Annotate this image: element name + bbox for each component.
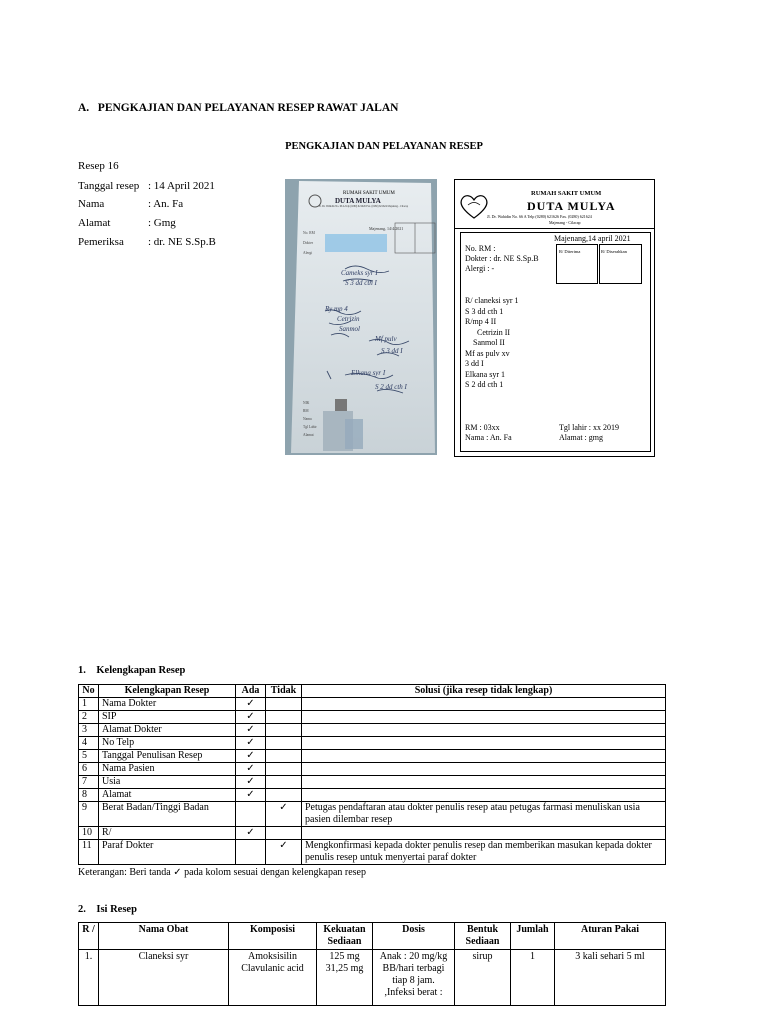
info-value: : 14 April 2021 xyxy=(148,180,215,192)
cell-tidak: ✓ xyxy=(266,840,302,865)
cell-tidak xyxy=(266,711,302,724)
cell-no: 3 xyxy=(79,724,99,737)
cell-nama-obat: Claneksi syr xyxy=(99,950,229,1006)
cell-bentuk: sirup xyxy=(455,950,511,1006)
info-row-alamat xyxy=(78,217,176,229)
cell-ada xyxy=(236,802,266,827)
section2-title: 2. Isi Resep xyxy=(78,904,137,915)
cell-solusi xyxy=(302,750,666,763)
photo-hw-2: S 3 dd cth I xyxy=(345,279,377,287)
info-row-nama xyxy=(78,198,183,210)
cell-item: R/ xyxy=(99,827,236,840)
info-value: : Gmg xyxy=(148,217,176,229)
isi-resep-table xyxy=(78,922,666,1006)
photo-label-alergi: Alergi xyxy=(303,251,313,255)
cell-solusi xyxy=(302,724,666,737)
info-label: Nama xyxy=(78,198,105,210)
form-divider xyxy=(455,228,654,229)
section1-title: 1. Kelengkapan Resep xyxy=(78,665,186,676)
rx-line: Elkana syr 1 xyxy=(465,369,505,379)
info-value: : dr. NE S.Sp.B xyxy=(148,236,216,248)
form-hospital-name: DUTA MULYA xyxy=(527,199,616,213)
photo-paper xyxy=(285,179,437,455)
box-diserahkan-label: R/ Diserahkan xyxy=(601,249,627,254)
form-hospital-small: RUMAH SAKIT UMUM xyxy=(531,190,602,197)
photo-footer-nama: Nama xyxy=(303,417,312,421)
cell-tidak xyxy=(266,827,302,840)
col-header: Jumlah xyxy=(511,923,555,950)
rx-line: S 3 dd cth 1 xyxy=(465,306,504,316)
table-row xyxy=(79,698,666,711)
cell-tidak xyxy=(266,750,302,763)
photo-hw-5: Sanmol xyxy=(339,325,360,333)
form-rx-list xyxy=(465,296,519,391)
cell-no: 7 xyxy=(79,776,99,789)
cell-solusi xyxy=(302,711,666,724)
form-tgl-lahir: Tgl lahir : xx 2019 xyxy=(559,423,619,432)
col-header: Kekuatan Sediaan xyxy=(317,923,373,950)
cell-no: 10 xyxy=(79,827,99,840)
info-row-pemeriksa xyxy=(78,236,216,248)
cell-item: Usia xyxy=(99,776,236,789)
col-header: Bentuk Sediaan xyxy=(455,923,511,950)
photo-hw-3: Ry mp 4 xyxy=(325,305,348,313)
photo-hw-1: Cameks syr I xyxy=(341,269,378,277)
photo-hw-8: Elkana syr I xyxy=(351,369,386,377)
table-header-row xyxy=(79,685,666,698)
info-label: Tanggal resep xyxy=(78,180,140,192)
cell-tidak xyxy=(266,763,302,776)
col-header: No xyxy=(79,685,99,698)
cell-ada: ✓ xyxy=(236,698,266,711)
cell-solusi xyxy=(302,776,666,789)
rx-line: R/ claneksi syr 1 xyxy=(465,296,519,305)
photo-hw-7: S 3 dd I xyxy=(381,347,403,355)
cell-item: Berat Badan/Tinggi Badan xyxy=(99,802,236,827)
cell-aturan: 3 kali sehari 5 ml xyxy=(555,950,666,1006)
cell-solusi: Petugas pendaftaran atau dokter penulis resep atau petugas farmasi menuliskan usia pasien dilembar resep xyxy=(302,802,666,827)
section-heading: A. PENGKAJIAN DAN PELAYANAN RESEP RAWAT JALAN xyxy=(78,102,399,114)
table-row xyxy=(79,711,666,724)
document-title: PENGKAJIAN DAN PELAYANAN RESEP xyxy=(285,141,483,152)
cell-tidak xyxy=(266,737,302,750)
table-row xyxy=(79,950,666,1006)
cell-jumlah: 1 xyxy=(511,950,555,1006)
cell-solusi xyxy=(302,737,666,750)
table-row xyxy=(79,776,666,789)
cell-item: Nama Pasien xyxy=(99,763,236,776)
rx-line: R/mp 4 II xyxy=(465,317,497,326)
photo-footer-tgl: Tgl Lahir xyxy=(303,425,317,429)
cell-tidak: ✓ xyxy=(266,802,302,827)
cell-ada: ✓ xyxy=(236,724,266,737)
heart-logo-icon xyxy=(459,194,489,220)
col-header: Solusi (jika resep tidak lengkap) xyxy=(302,685,666,698)
table-row xyxy=(79,789,666,802)
rx-line: Cetrizin II xyxy=(477,327,511,337)
form-date: Majenang,14 april 2021 xyxy=(554,234,631,243)
cell-ada: ✓ xyxy=(236,763,266,776)
cell-tidak xyxy=(266,789,302,802)
cell-komposisi: Amoksisilin Clavulanic acid xyxy=(229,950,317,1006)
cell-ada: ✓ xyxy=(236,776,266,789)
table-row xyxy=(79,802,666,827)
col-header: Ada xyxy=(236,685,266,698)
cell-item: Alamat xyxy=(99,789,236,802)
cell-ada: ✓ xyxy=(236,827,266,840)
col-header: Tidak xyxy=(266,685,302,698)
resep-number: Resep 16 xyxy=(78,160,119,172)
table-row xyxy=(79,763,666,776)
photo-hospital-name: DUTA MULYA xyxy=(335,197,381,205)
cell-item: Paraf Dokter xyxy=(99,840,236,865)
photo-footer-alamat: Alamat xyxy=(303,433,314,437)
cell-item: Alamat Dokter xyxy=(99,724,236,737)
photo-footer-nik: NIK xyxy=(303,401,310,405)
photo-footer-rm: RM xyxy=(303,409,309,413)
table-row xyxy=(79,750,666,763)
rx-line: 3 dd I xyxy=(465,359,484,368)
photo-hw-4: Cetrizin xyxy=(337,315,360,323)
cell-no: 6 xyxy=(79,763,99,776)
cell-solusi xyxy=(302,763,666,776)
cell-solusi: Mengkonfirmasi kepada dokter penulis resep dan memberikan masukan kepada dokter penulis resep untuk menyertai paraf dokter xyxy=(302,840,666,865)
cell-item: Nama Dokter xyxy=(99,698,236,711)
table-row xyxy=(79,840,666,865)
table-header-row xyxy=(79,923,666,950)
cell-ada: ✓ xyxy=(236,750,266,763)
col-header: Komposisi xyxy=(229,923,317,950)
info-label: Alamat xyxy=(78,217,111,229)
col-header: Dosis xyxy=(373,923,455,950)
cell-tidak xyxy=(266,776,302,789)
cell-tidak xyxy=(266,698,302,711)
cell-ada: ✓ xyxy=(236,737,266,750)
col-header: Aturan Pakai xyxy=(555,923,666,950)
photo-hw-9: S 2 dd cth I xyxy=(375,383,407,391)
cell-dosis: Anak : 20 mg/kg BB/hari terbagi tiap 8 jam. ,Infeksi berat : xyxy=(373,950,455,1006)
rx-line: Sanmol II xyxy=(473,338,505,347)
cell-item: No Telp xyxy=(99,737,236,750)
form-rm: RM : 03xx xyxy=(465,423,500,432)
photo-label-rm: No. RM xyxy=(303,231,315,235)
table-row xyxy=(79,724,666,737)
table-row xyxy=(79,827,666,840)
photo-address: Jl. Dr. Wahidin No. 66 A Telp (0280) 621626 Fax. (0280) 621624 Majenang - Cilacap xyxy=(319,205,408,208)
info-value: : An. Fa xyxy=(148,198,184,210)
info-row-tanggal xyxy=(78,180,215,192)
form-alergi: Alergi : - xyxy=(465,264,495,273)
photo-label-dokter: Dokter xyxy=(303,241,313,245)
photo-date: Majenang, 14/4/2021 xyxy=(369,226,404,231)
cell-item: Tanggal Penulisan Resep xyxy=(99,750,236,763)
cell-no: 4 xyxy=(79,737,99,750)
cell-r: 1. xyxy=(79,950,99,1006)
form-nama: Nama : An. Fa xyxy=(465,433,512,442)
cell-solusi xyxy=(302,698,666,711)
photo-hw-6: Mf pulv xyxy=(375,335,397,343)
col-header: Kelengkapan Resep xyxy=(99,685,236,698)
cell-solusi xyxy=(302,789,666,802)
table-row xyxy=(79,737,666,750)
prescription-form xyxy=(454,179,655,457)
cell-solusi xyxy=(302,827,666,840)
col-header: R / xyxy=(79,923,99,950)
form-city: Majenang - Cilacap xyxy=(549,220,581,225)
cell-tidak xyxy=(266,724,302,737)
form-alamat: Alamat : gmg xyxy=(559,433,603,442)
info-label: Pemeriksa xyxy=(78,236,124,248)
box-diterima-label: R/ Diterima xyxy=(559,249,581,254)
photo-hospital-small: RUMAH SAKIT UMUM xyxy=(343,191,395,196)
form-dokter: Dokter : dr. NE S.Sp.B xyxy=(465,254,539,263)
cell-item: SIP xyxy=(99,711,236,724)
cell-ada: ✓ xyxy=(236,789,266,802)
box-diterima xyxy=(556,244,598,284)
form-address: Jl. Dr. Wahidin No. 66 A Telp (0280) 621626 Fax. (0280) 621624 xyxy=(487,214,592,219)
section1-note: Keterangan: Beri tanda ✓ pada kolom sesuai dengan kelengkapan resep xyxy=(78,867,366,878)
col-header: Nama Obat xyxy=(99,923,229,950)
cell-ada xyxy=(236,840,266,865)
form-no-rm: No. RM : xyxy=(465,244,496,253)
cell-kekuatan: 125 mg 31,25 mg xyxy=(317,950,373,1006)
cell-no: 5 xyxy=(79,750,99,763)
cell-no: 8 xyxy=(79,789,99,802)
box-diserahkan xyxy=(599,244,642,284)
cell-no: 2 xyxy=(79,711,99,724)
prescription-photo xyxy=(285,179,437,455)
cell-no: 9 xyxy=(79,802,99,827)
rx-line: S 2 dd cth 1 xyxy=(465,380,504,389)
cell-no: 1 xyxy=(79,698,99,711)
cell-ada: ✓ xyxy=(236,711,266,724)
kelengkapan-table xyxy=(78,684,666,865)
cell-no: 11 xyxy=(79,840,99,865)
rx-line: Mf as pulv xv xyxy=(465,348,510,358)
